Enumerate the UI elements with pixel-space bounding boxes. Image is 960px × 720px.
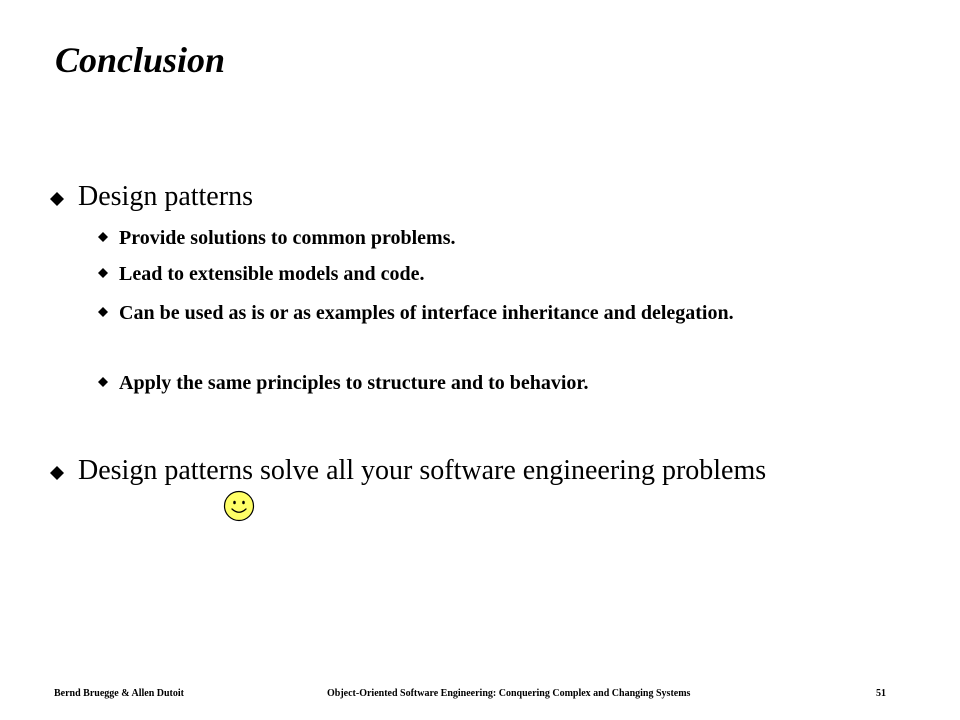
smiley-face-icon xyxy=(223,490,255,522)
diamond-bullet-icon xyxy=(98,232,108,242)
sub-bullet-text: Apply the same principles to structure and to behavior. xyxy=(119,372,589,394)
sub-bullet-item xyxy=(98,261,818,287)
diamond-bullet-icon xyxy=(50,466,64,480)
diamond-bullet-icon xyxy=(98,307,108,317)
bullet-text: Design patterns solve all your software engineering problems xyxy=(78,455,767,486)
sub-bullet-item xyxy=(98,225,818,251)
diamond-bullet-icon xyxy=(98,268,108,278)
diamond-bullet-icon xyxy=(50,192,64,206)
sub-bullet-text: Provide solutions to common problems. xyxy=(119,227,456,249)
sub-bullet-item xyxy=(98,300,818,326)
slide-title: Conclusion xyxy=(55,40,226,80)
diamond-bullet-icon xyxy=(98,377,108,387)
bullet-text: Design patterns xyxy=(78,181,253,212)
sub-bullet-text: Lead to extensible models and code. xyxy=(119,263,425,285)
sub-bullet-text: Can be used as is or as examples of interface inheritance and delegation. xyxy=(119,302,734,324)
footer-page-number: 51 xyxy=(876,688,886,699)
footer-authors: Bernd Bruegge & Allen Dutoit xyxy=(54,688,184,699)
footer-book-title: Object-Oriented Software Engineering: Conquering Complex and Changing Systems xyxy=(327,688,691,699)
sub-bullet-item xyxy=(98,370,818,396)
